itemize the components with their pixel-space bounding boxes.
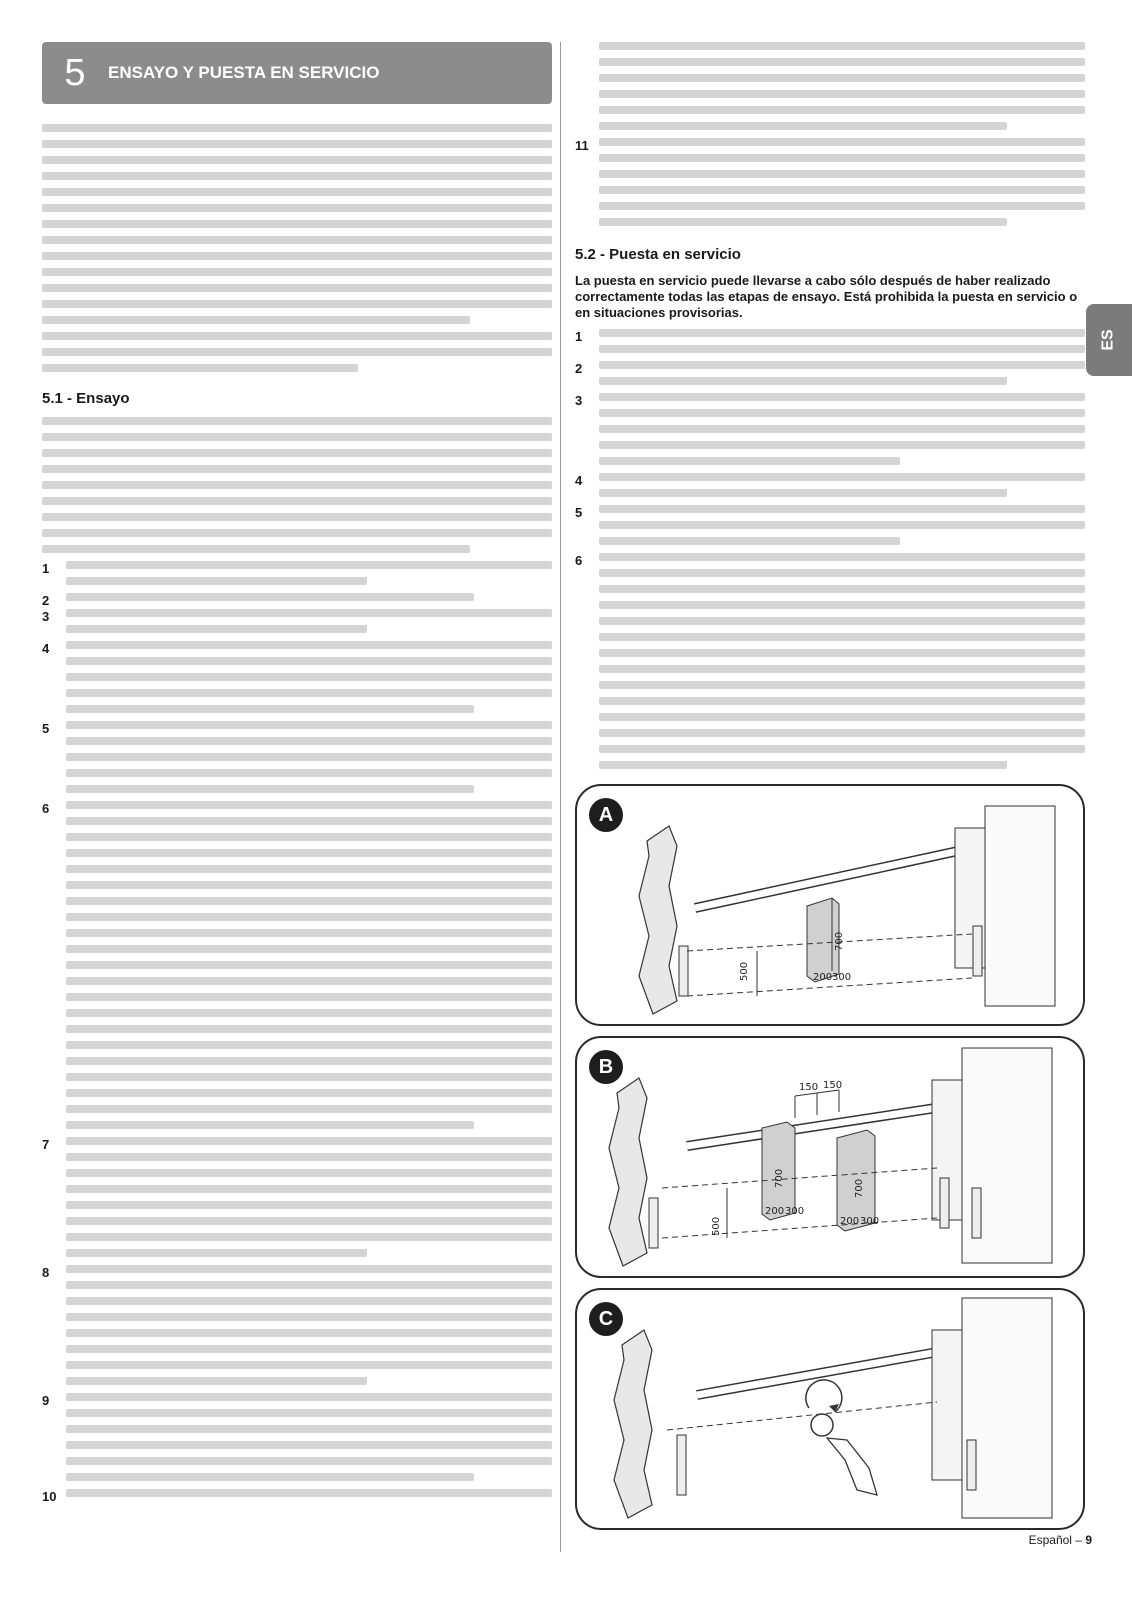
- dim-label: 300: [832, 972, 852, 983]
- dim-label: 200: [813, 972, 833, 983]
- page-number: 9: [1085, 1533, 1092, 1547]
- figure-c-drawing: [577, 1290, 1083, 1528]
- list-item: 8: [42, 1265, 552, 1393]
- list-item: 4: [575, 473, 1085, 505]
- left-column: [42, 42, 552, 1505]
- list-item: 3: [575, 393, 1085, 473]
- list-item: 4: [42, 641, 552, 721]
- list-item: 5: [42, 721, 552, 801]
- list-item: 5: [575, 505, 1085, 553]
- dim-label: 700: [774, 1168, 785, 1188]
- dim-label: 300: [860, 1216, 880, 1227]
- figure-c: [575, 1288, 1085, 1530]
- figure-a: [575, 784, 1085, 1026]
- dim-label: 500: [739, 961, 750, 981]
- intro-paragraph-2: [42, 332, 552, 372]
- chapter-number: 5: [64, 51, 86, 94]
- list-item: 7: [42, 1137, 552, 1265]
- section-heading-puesta: 5.2 - Puesta en servicio: [575, 246, 741, 263]
- intro-paragraph: [42, 124, 552, 324]
- ensayo-intro: [42, 417, 552, 553]
- right-column: [575, 42, 1085, 777]
- dim-label: 200: [765, 1206, 785, 1217]
- dim-label: 500: [711, 1216, 722, 1236]
- column-divider: [560, 42, 561, 1552]
- list-item: 9: [42, 1393, 552, 1489]
- chapter-title: ENSAYO Y PUESTA EN SERVICIO: [108, 63, 380, 82]
- list-item: 2: [42, 593, 552, 609]
- continued-item-text: [599, 42, 1085, 130]
- figure-b-drawing: [577, 1038, 1083, 1276]
- footer-language: Español –: [1028, 1533, 1082, 1547]
- dim-label: 700: [834, 931, 845, 951]
- dim-label: 300: [785, 1206, 805, 1217]
- list-item: 6: [42, 801, 552, 1137]
- list-item: 3: [42, 609, 552, 641]
- dim-label: 200: [840, 1216, 860, 1227]
- list-item: 11: [575, 138, 1085, 234]
- figure-badge: C: [589, 1302, 623, 1336]
- section-heading-ensayo: 5.1 - Ensayo: [42, 390, 130, 407]
- figure-badge: A: [589, 798, 623, 832]
- dim-label: 150: [823, 1080, 843, 1091]
- list-item: 1: [575, 329, 1085, 361]
- list-item: 2: [575, 361, 1085, 393]
- language-tab: [1086, 304, 1132, 376]
- page-footer: [1029, 1533, 1092, 1547]
- list-item: 1: [42, 561, 552, 593]
- chapter-banner: [42, 42, 552, 104]
- list-item: 6: [575, 553, 1085, 777]
- section-lede: La puesta en servicio puede llevarse a cabo sólo después de haber realizado correctamente todas las etapas de ensayo. Está prohibida la puesta en servicio o en situaciones provisorias.: [575, 273, 1078, 320]
- language-tab-label: ES: [1100, 329, 1117, 351]
- dim-label: 700: [854, 1178, 865, 1198]
- figure-badge: B: [589, 1050, 623, 1084]
- list-item: 10: [42, 1489, 552, 1505]
- figure-b: [575, 1036, 1085, 1278]
- figure-a-drawing: [577, 786, 1083, 1024]
- dim-label: 150: [799, 1082, 819, 1093]
